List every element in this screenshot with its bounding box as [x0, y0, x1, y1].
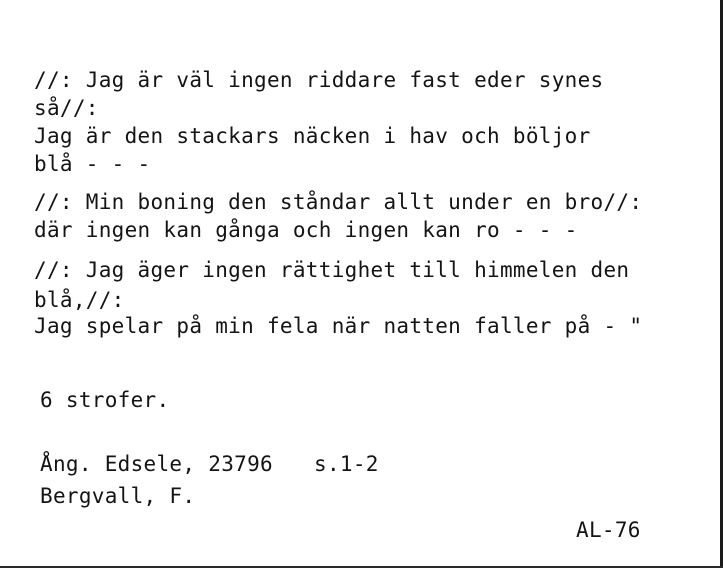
- lyric-line-9: Jag spelar på min fela när natten faller på - ": [34, 314, 643, 338]
- lyric-line-4: blå - - -: [34, 152, 151, 176]
- lyric-line-1: //: Jag är väl ingen riddare fast eder synes: [34, 68, 604, 92]
- stanza-count-note: 6 strofer.: [40, 388, 170, 412]
- source-collector: Bergvall, F.: [40, 484, 196, 508]
- lyric-line-8: blå,//:: [34, 288, 125, 312]
- source-place-record: Ång. Edsele, 23796: [40, 452, 273, 476]
- lyric-line-6: där ingen kan gånga och ingen kan ro - - -: [34, 218, 578, 242]
- lyric-line-2: så//:: [34, 96, 99, 120]
- lyric-line-5: //: Min boning den ståndar allt under en bro//:: [34, 190, 643, 214]
- source-pages: s.1-2: [314, 452, 379, 476]
- catalog-id: AL-76: [576, 518, 641, 542]
- lyric-line-3: Jag är den stackars näcken i hav och böljor: [34, 124, 591, 148]
- lyric-line-7: //: Jag äger ingen rättighet till himmelen den: [34, 258, 630, 282]
